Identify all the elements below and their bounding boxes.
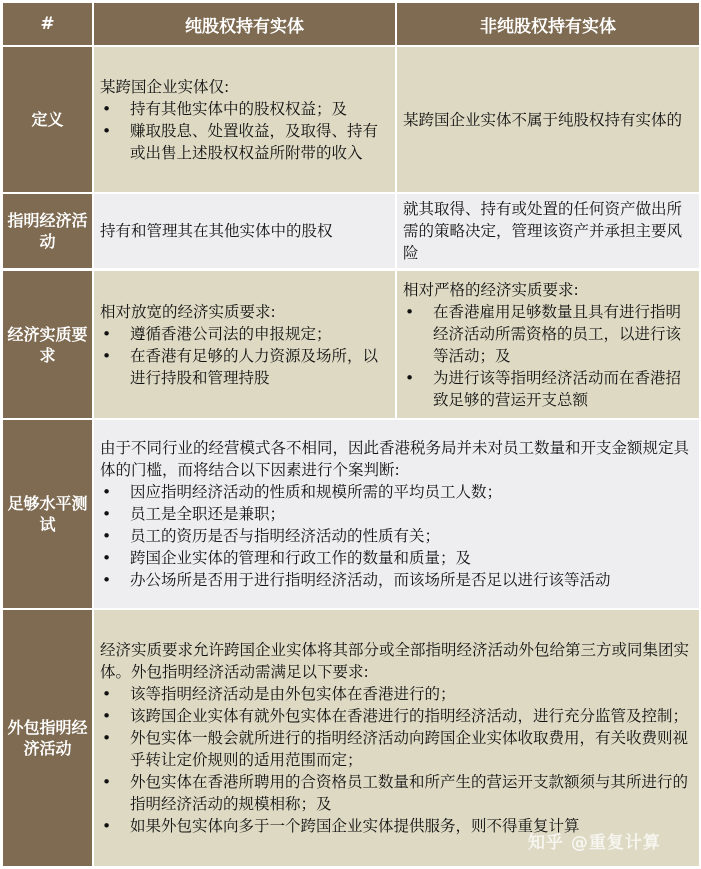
outsourcing-cell: [94, 610, 699, 866]
row-label: 指明经济活动: [3, 194, 92, 268]
non-pure-requirement-cell: [397, 271, 699, 418]
table-header: [3, 3, 699, 45]
pure-activity-cell: [94, 194, 395, 268]
bullet-item: • 外包实体一般会就所进行的指明经济活动向跨国企业实体收取费用，有关收费则视乎转让定价规则的适用范围而定；: [100, 727, 693, 771]
bullet-item: • 员工的资历是否与指明经济活动的性质有关；: [100, 525, 693, 547]
cell-intro: 某跨国企业实体仅:: [100, 77, 230, 96]
bullet-item: • 因应指明经济活动的性质和规模所需的平均员工人数；: [100, 481, 693, 503]
header-pure-equity: 纯股权持有实体: [94, 3, 395, 45]
header-index: #: [3, 3, 92, 45]
bullet-item: • 该等指明经济活动是由外包实体在香港进行的；: [100, 683, 693, 705]
row-label: 外包指明经济活动: [3, 610, 92, 866]
cell-text: 持有和管理其在其他实体中的股权: [100, 222, 333, 240]
watermark: 知乎 @重复计算: [528, 833, 661, 853]
bullet-item: • 在香港有足够的人力资源及场所，以进行持股和管理持股: [100, 345, 389, 389]
cell-intro: 由于不同行业的经营模式各不相同，因此香港税务局并未对员工数量和开支金额规定具体的门槛，而将结合以下因素进行个案判断:: [100, 439, 690, 479]
table-row-substance-requirement: [3, 271, 699, 418]
table-row-outsourcing: [3, 610, 699, 866]
non-pure-activity-cell: [397, 194, 699, 268]
table-row-definition: [3, 47, 699, 192]
cell-intro: 经济实质要求允许跨国企业实体将其部分或全部指明经济活动外包给第三方或同集团实体。外包指明经济活动需满足以下要求:: [100, 641, 690, 681]
pure-requirement-cell: [94, 271, 395, 418]
bullet-item: • 持有其他实体中的股权权益；及: [100, 98, 389, 120]
bullet-item: • 跨国企业实体的管理和行政工作的数量和质量；及: [100, 547, 693, 569]
row-label: 经济实质要求: [3, 271, 92, 418]
adequacy-test-cell: [94, 420, 699, 608]
cell-text: 就其取得、持有或处置的任何资产做出所需的策略决定，管理该资产并承担主要风险: [403, 200, 683, 262]
cell-text: 某跨国企业实体不属于纯股权持有实体的: [403, 110, 683, 129]
bullet-item: • 在香港雇用足够数量且具有进行指明经济活动所需资格的员工，以进行该等活动；及: [403, 301, 693, 367]
row-label: 定义: [3, 47, 92, 192]
pure-definition-cell: [94, 47, 395, 192]
table-row-specified-activity: [3, 194, 699, 268]
header-non-pure-equity: 非纯股权持有实体: [397, 3, 699, 45]
non-pure-definition-cell: [397, 47, 699, 192]
bullet-item: • 外包实体在香港所聘用的合资格员工数量和所产生的营运开支款额须与其所进行的指明经济活动的规模相称；及: [100, 771, 693, 815]
table-row-adequacy-test: [3, 420, 699, 608]
bullet-item: • 员工是全职还是兼职；: [100, 503, 693, 525]
bullet-item: • 办公场所是否用于进行指明经济活动，而该场所是否足以进行该等活动: [100, 569, 693, 591]
bullet-item: • 赚取股息、处置收益，及取得、持有或出售上述股权权益所附带的收入: [100, 120, 389, 164]
row-label: 足够水平测试: [3, 420, 92, 608]
bullet-item: • 遵循香港公司法的申报规定；: [100, 323, 389, 345]
cell-intro: 相对放宽的经济实质要求:: [100, 302, 276, 321]
bullet-item: • 如果外包实体向多于一个跨国企业实体提供服务，则不得重复计算: [100, 815, 693, 837]
bullet-item: • 该跨国企业实体有就外包实体在香港进行的指明经济活动，进行充分监管及控制；: [100, 705, 693, 727]
bullet-item: • 为进行该等指明经济活动而在香港招致足够的营运开支总额: [403, 367, 693, 411]
cell-intro: 相对严格的经济实质要求:: [403, 280, 579, 299]
